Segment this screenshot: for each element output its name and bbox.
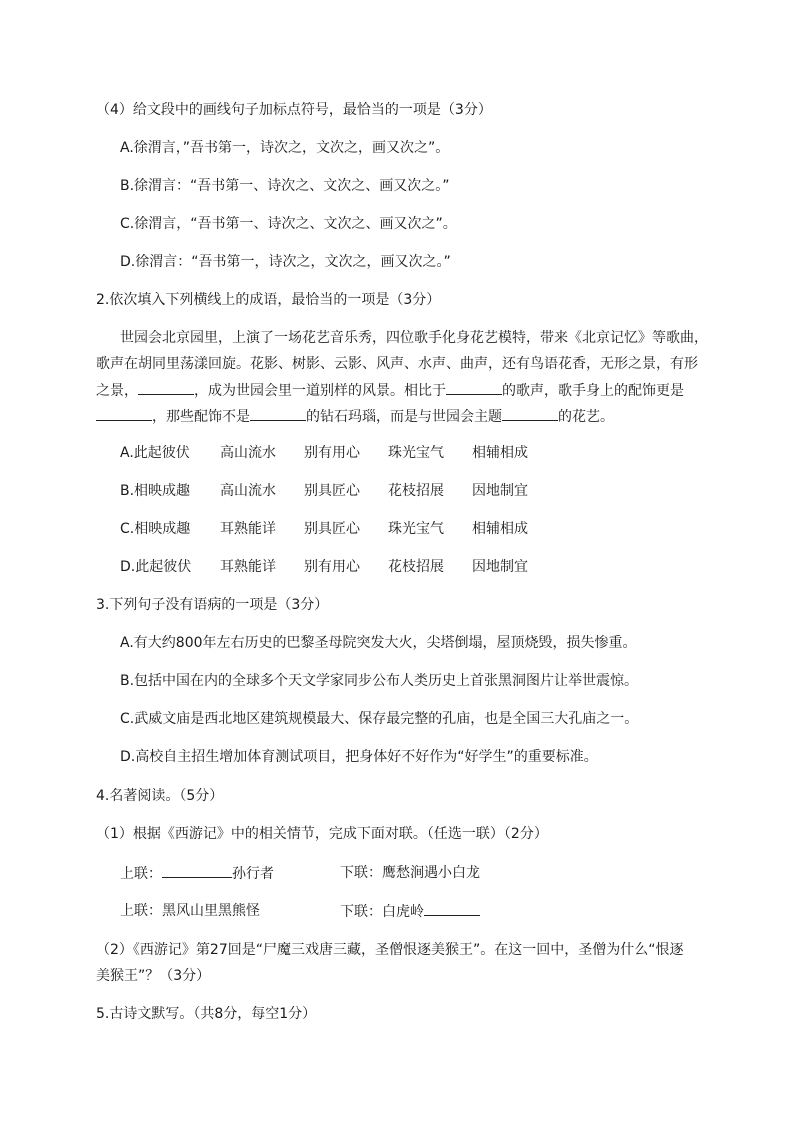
- fill-blank-4[interactable]: [250, 406, 306, 421]
- q2-option-idiom: 花枝招展: [388, 559, 444, 575]
- fill-blank-1[interactable]: [138, 380, 194, 395]
- couplet-1-lower: 下联：鹰愁涧遇小白龙: [340, 865, 480, 881]
- q2-option-label: B.相映成趣: [120, 483, 191, 499]
- q4-sub2-line-2: 美猴王”？（3分）: [96, 968, 211, 984]
- fill-blank-5[interactable]: [502, 406, 558, 421]
- q2-passage-line-1: 世园会北京园里，上演了一场花艺音乐秀，四位歌手化身花艺模特，带来《北京记忆》等歌曲，: [120, 330, 708, 346]
- q2-option-idiom: 珠光宝气: [388, 445, 444, 461]
- q5-stem: 5.古诗文默写。（共8分，每空1分）: [96, 1006, 317, 1022]
- q2-option-idiom: 相辅相成: [472, 521, 528, 537]
- q2-passage-line-3: [96, 380, 684, 401]
- q2-option-label: A.此起彼伏: [120, 445, 190, 461]
- q1-4-stem: （4）给文段中的画线句子加标点符号，最恰当的一项是（3分）: [96, 102, 492, 118]
- q2-passage-text: 的钻石玛瑙，而是与世园会主题: [306, 409, 502, 425]
- couplet-blank-1[interactable]: [162, 863, 232, 878]
- q1-4-option-a: A.徐渭言，”吾书第一，诗次之，文次之，画又次之”。: [120, 140, 450, 156]
- q3-stem: 3.下列句子没有语病的一项是（3分）: [96, 597, 329, 613]
- q2-passage-line-4: [96, 406, 614, 427]
- q2-option-idiom: 高山流水: [220, 445, 276, 461]
- q3-option-d: D.高校自主招生增加体育测试项目，把身体好不好作为“好学生”的重要标准。: [120, 749, 598, 765]
- q2-option-idiom: 花枝招展: [388, 483, 444, 499]
- q3-option-c: C.武威文庙是西北地区建筑规模最大、保存最完整的孔庙，也是全国三大孔庙之一。: [120, 711, 639, 727]
- q2-option-idiom: 因地制宜: [472, 483, 528, 499]
- couplet-label: 下联：白虎岭: [340, 904, 424, 920]
- q2-option-idiom: 高山流水: [220, 483, 276, 499]
- q2-option-idiom: 耳熟能详: [220, 521, 276, 537]
- q1-4-option-b: B.徐渭言：“吾书第一、诗次之、文次之、画又次之。”: [120, 178, 450, 194]
- q2-option-idiom: 因地制宜: [472, 559, 528, 575]
- q2-stem: 2.依次填入下列横线上的成语，最恰当的一项是（3分）: [96, 292, 441, 308]
- q2-option-idiom: 别有用心: [304, 445, 360, 461]
- q2-option-idiom: 珠光宝气: [388, 521, 444, 537]
- q3-option-b: B.包括中国在内的全球多个天文学家同步公布人类历史上首张黑洞图片让举世震惊。: [120, 673, 639, 689]
- q1-4-option-c: C.徐渭言，“吾书第一、诗次之、文次之、画又次之”。: [120, 216, 457, 232]
- q3-option-a: A.有大约800年左右历史的巴黎圣母院突发大火，尖塔倒塌，屋顶烧毁，损失惨重。: [120, 635, 637, 651]
- couplet-1-upper: [120, 863, 274, 884]
- fill-blank-3[interactable]: [96, 406, 152, 421]
- q2-passage-text: 的歌声，歌手身上的配饰更是: [502, 383, 684, 399]
- q2-passage-line-2: 歌声在胡同里荡漾回旋。花影、树影、云影、风声、水声、曲声，还有鸟语花香，无形之景，有形: [96, 356, 698, 372]
- q4-sub1-stem: （1）根据《西游记》中的相关情节，完成下面对联。（任选一联）（2分）: [96, 826, 548, 842]
- q2-option-idiom: 相辅相成: [472, 445, 528, 461]
- q2-option-idiom: 别具匠心: [304, 521, 360, 537]
- q2-option-idiom: 别有用心: [304, 559, 360, 575]
- q4-stem: 4.名著阅读。（5分）: [96, 788, 224, 804]
- q1-4-option-d: D.徐渭言：“吾书第一，诗次之，文次之，画又次之。”: [120, 254, 451, 270]
- q2-passage-text: ，那些配饰不是: [152, 409, 250, 425]
- q2-option-idiom: 耳熟能详: [220, 559, 276, 575]
- q2-passage-text: 的花艺。: [558, 409, 614, 425]
- fill-blank-2[interactable]: [446, 380, 502, 395]
- q2-passage-text: ，成为世园会里一道别样的风景。相比于: [194, 383, 446, 399]
- couplet-text: 孙行者: [232, 866, 274, 882]
- couplet-blank-2[interactable]: [424, 901, 480, 916]
- q4-sub2-line-1: （2）《西游记》第27回是“尸魔三戏唐三藏，圣僧恨逐美猴王”。在这一回中，圣僧为什么“恨逐: [96, 942, 684, 958]
- couplet-label: 上联：: [120, 866, 162, 882]
- q2-option-label: C.相映成趣: [120, 521, 191, 537]
- couplet-2-upper: 上联：黑风山里黑熊怪: [120, 903, 260, 919]
- q2-option-idiom: 别具匠心: [304, 483, 360, 499]
- q2-passage-text: 之景，: [96, 383, 138, 399]
- q2-option-label: D.此起彼伏: [120, 559, 192, 575]
- couplet-2-lower: [340, 901, 480, 922]
